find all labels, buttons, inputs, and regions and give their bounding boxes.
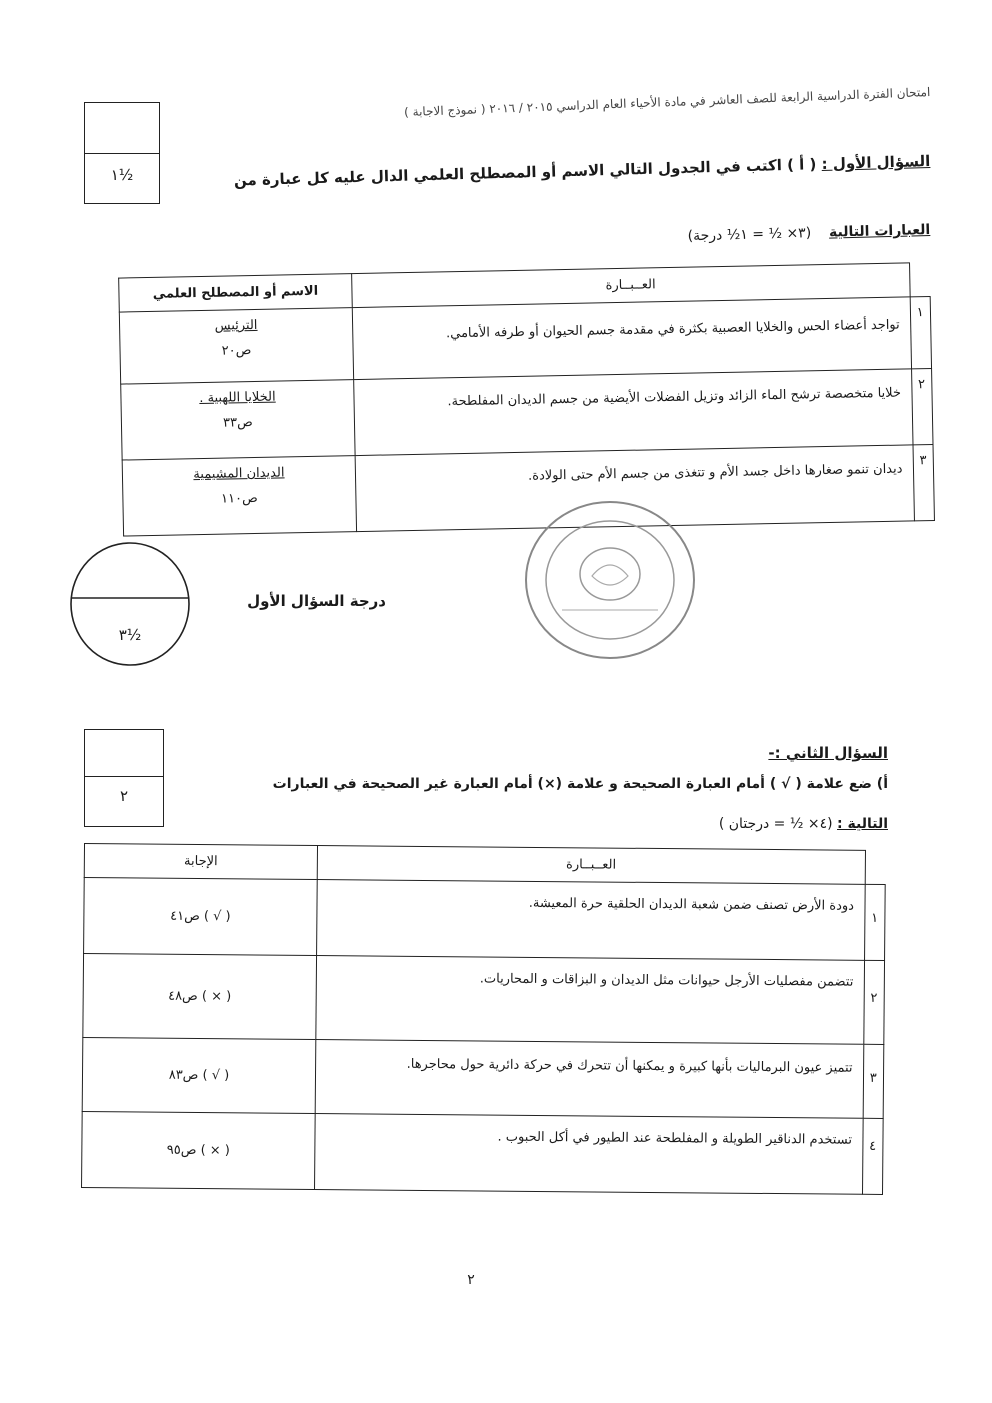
q2-subline <box>560 816 888 832</box>
row-page-ref: ص٤٨ <box>168 988 198 1004</box>
q2-continuation: التالية : <box>837 816 888 832</box>
table-row <box>82 1037 884 1118</box>
q2-marks-box <box>84 729 164 827</box>
row-number: ٣ <box>863 1044 884 1118</box>
row-answer-mark: ( √ ) <box>202 1068 230 1084</box>
row-page-ref: ص١١٠ <box>220 490 258 507</box>
row-answer-mark: ( × ) <box>201 989 232 1005</box>
q1-instruction: ( أ ) اكتب في الجدول التالي الاسم أو المصطلح العلمي الدال عليه كل عبارة من <box>233 155 817 190</box>
table-row <box>83 954 885 1045</box>
row-statement: تواجد أعضاء الحس والخلايا العصبية بكثرة في مقدمة جسم الحيوان أو طرفه الأمامي. <box>352 297 911 380</box>
q1-table <box>118 262 935 537</box>
q1-continuation: العبارات التالية <box>828 222 931 241</box>
row-number: ٤ <box>862 1118 883 1194</box>
q2-header-answer: الإجابة <box>84 844 317 880</box>
row-number: ٣ <box>913 444 935 520</box>
row-page-ref: ص٣٣ <box>222 415 253 431</box>
q1-heading <box>170 152 930 191</box>
row-answer: الديدان المشيمية <box>193 465 285 483</box>
row-statement: تتميز عيون البرماليات بأنها كبيرة و يمكنها أن تتحرك في حركة دائرية حول محاجرها. <box>315 1040 863 1119</box>
row-statement: دودة الأرض تصنف ضمن شعبة الديدان الحلقية حرة المعيشة. <box>317 880 865 961</box>
row-statement: خلايا متخصصة ترشح الماء الزائد وتزيل الفضلات الأيضية من جسم الديدان المفلطحة. <box>354 369 913 456</box>
row-statement: ديدان تنمو صغارها داخل جسد الأم و تتغذى من جسم الأم حتى الولادة. <box>355 445 914 532</box>
row-number: ١ <box>910 297 932 369</box>
official-stamp-icon <box>522 498 698 662</box>
row-statement: تستخدم الدناقير الطويلة و المفلطحة عند الطيور في أكل الحبوب . <box>315 1114 863 1195</box>
q1-subline <box>560 222 930 248</box>
q2-header-statement: العــبــارة <box>317 846 865 885</box>
row-answer: الخلايا اللهبية . <box>199 389 276 407</box>
q2-mark: ٢ <box>119 787 129 805</box>
q1-marks-box <box>84 102 160 204</box>
q1-title: السؤال الأول : <box>821 152 931 174</box>
table-row <box>82 1111 884 1194</box>
row-number: ١ <box>864 884 885 960</box>
page-number: ٢ <box>467 1272 475 1288</box>
q2-title: السؤال الثاني :- <box>768 744 888 762</box>
q1-total-circle-icon <box>68 540 192 668</box>
row-answer-mark: ( × ) <box>200 1143 230 1159</box>
q1-marks-note: (٣× ½ = ١½ درجة) <box>687 225 812 245</box>
row-answer-mark: ( √ ) <box>203 909 231 925</box>
q1-total-label: درجة السؤال الأول <box>247 592 386 610</box>
row-answer: الترئيس <box>214 317 258 334</box>
row-statement: تتضمن مفصليات الأرجل حيوانات مثل الديدان و البزاقات و المحاريات. <box>316 956 864 1045</box>
row-page-ref: ص٩٥ <box>166 1142 197 1158</box>
q1-mark: ١½ <box>110 166 134 184</box>
q2-marks-note: (٤× ½ = درجتان ) <box>718 816 833 832</box>
q2-table <box>81 843 886 1195</box>
q2-instruction: أ) ضع علامة ( √ ) أمام العبارة الصحيحة و علامة (×) أمام العبارة غير الصحيحة في العبارات <box>272 776 888 792</box>
row-number: ٢ <box>911 368 933 444</box>
exam-header: امتحان الفترة الدراسية الرابعة للصف العاشر في مادة الأحياء العام الدراسي ٢٠١٥ / ٢٠١٦ ( نموذج الاجابة ) <box>403 85 931 120</box>
q1-total-value: ٣½ <box>118 626 142 644</box>
row-number: ٢ <box>863 960 884 1044</box>
table-row <box>84 878 886 961</box>
row-page-ref: ص٨٣ <box>168 1067 199 1084</box>
q1-header-answer: الاسم أو المصطلح العلمي <box>119 274 353 312</box>
row-page-ref: ص٢٠ <box>221 343 252 359</box>
q1-header-statement: العــبــارة <box>352 263 910 308</box>
row-page-ref: ص٤١ <box>170 908 200 925</box>
